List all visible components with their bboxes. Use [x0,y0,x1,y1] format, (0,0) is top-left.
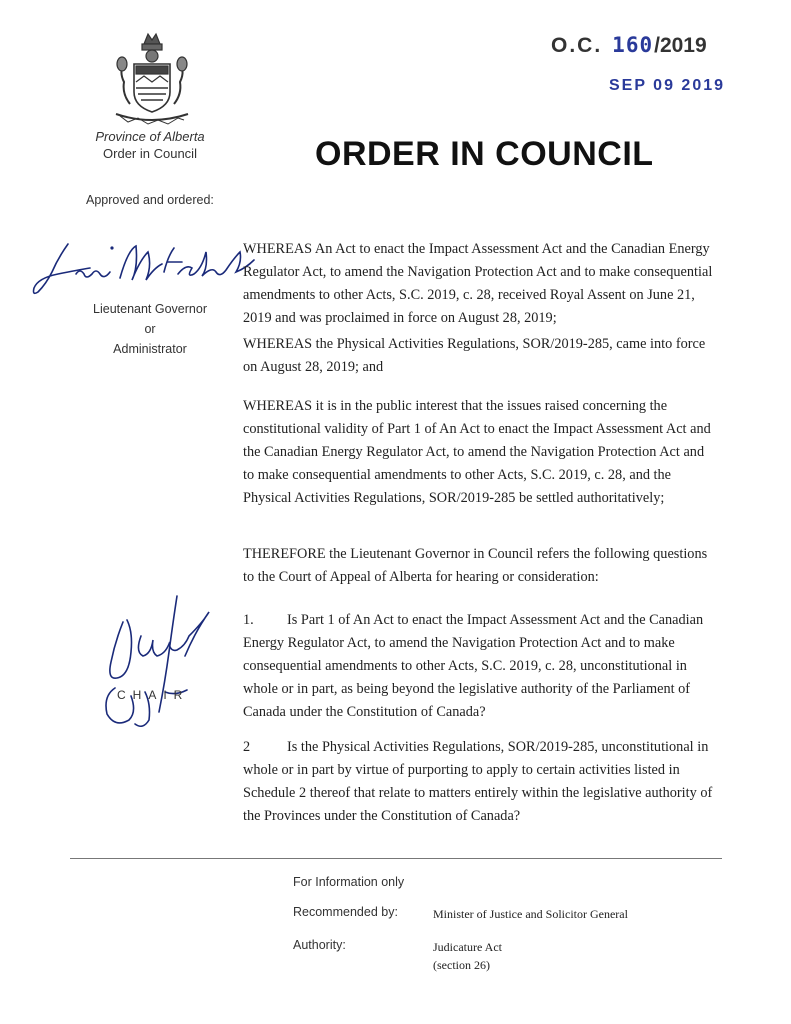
lieutenant-governor-title [70,299,230,359]
lg-line-3: Administrator [113,342,187,356]
province-name: Province of Alberta [95,129,205,144]
oc-year: /2019 [654,34,707,57]
authority-act: Judicature Act [433,940,502,954]
question-1-number: 1. [243,612,254,628]
oc-number-stamp: 160 [612,33,654,57]
recommended-by-value: Minister of Justice and Solicitor General [433,907,628,921]
order-label: Order in Council [103,146,197,161]
approved-label: Approved and ordered: [86,193,214,207]
whereas-paragraph-1: WHEREAS An Act to enact the Impact Assessment Act and the Canadian Energy Regulator Act, to amend the Navigation Protection Act and to make consequential amendments to other Acts, S.C. 2019, c. 28, received Royal Assent on June 21, 2019 and was proclaimed in force on August 28, 2019; [243,241,713,326]
oc-number [551,33,707,58]
authority-value [433,938,502,974]
lieutenant-governor-signature [28,238,258,300]
lg-line-1: Lieutenant Governor [93,302,207,316]
information-label: For Information only [293,875,405,889]
question-2 [243,736,713,828]
whereas-paragraph-2: WHEREAS the Physical Activities Regulations, SOR/2019-285, came into force on August 28, 2019; and [243,336,706,375]
recommended-by-label: Recommended by: [293,905,398,919]
question-2-text: Is the Physical Activities Regulations, SOR/2019-285, unconstitutional in whole or in part by virtue of purporting to apply to certain activities listed in Schedule 2 thereof that relate to matters entirely within the legislative authority of the Provinces under the Constitution of Canada? [243,739,713,824]
page-title: ORDER IN COUNCIL [315,135,654,173]
authority-label: Authority: [293,938,346,952]
chair-signature [85,592,215,732]
question-1-text: Is Part 1 of An Act to enact the Impact Assessment Act and the Canadian Energy Regulator Act, to amend the Navigation Protection Act and to make consequential amendments to other Acts, S.C. 2019, c. 28, unconstitutional in whole or in part, as being beyond the legislative authority of the Parliament of Canada under the Constitution of Canada? [243,612,704,720]
alberta-coat-of-arms-icon [108,30,196,128]
authority-section: (section 26) [433,958,490,972]
footer-divider [70,858,722,859]
province-block [70,128,230,162]
chair-label: CHAIR [117,688,190,702]
lg-line-2: or [144,322,156,336]
whereas-paragraph-3: WHEREAS it is in the public interest that the issues raised concerning the constitutional validity of Part 1 of An Act to enact the Impact Assessment Act and the Canadian Energy Regulator Act, to amend the Navigation Protection Act and to make consequential amendments to other Acts, S.C. 2019, c. 28, and the Physical Activities Regulations, SOR/2019-285 be settled authoritatively; [243,398,711,506]
question-2-number: 2 [243,739,251,755]
oc-prefix: O.C. [551,34,603,57]
date-stamp: SEP 09 2019 [609,77,726,94]
therefore-paragraph: THEREFORE the Lieutenant Governor in Council refers the following questions to the Court of Appeal of Alberta for hearing or consideration: [243,546,708,585]
question-1 [243,609,713,724]
